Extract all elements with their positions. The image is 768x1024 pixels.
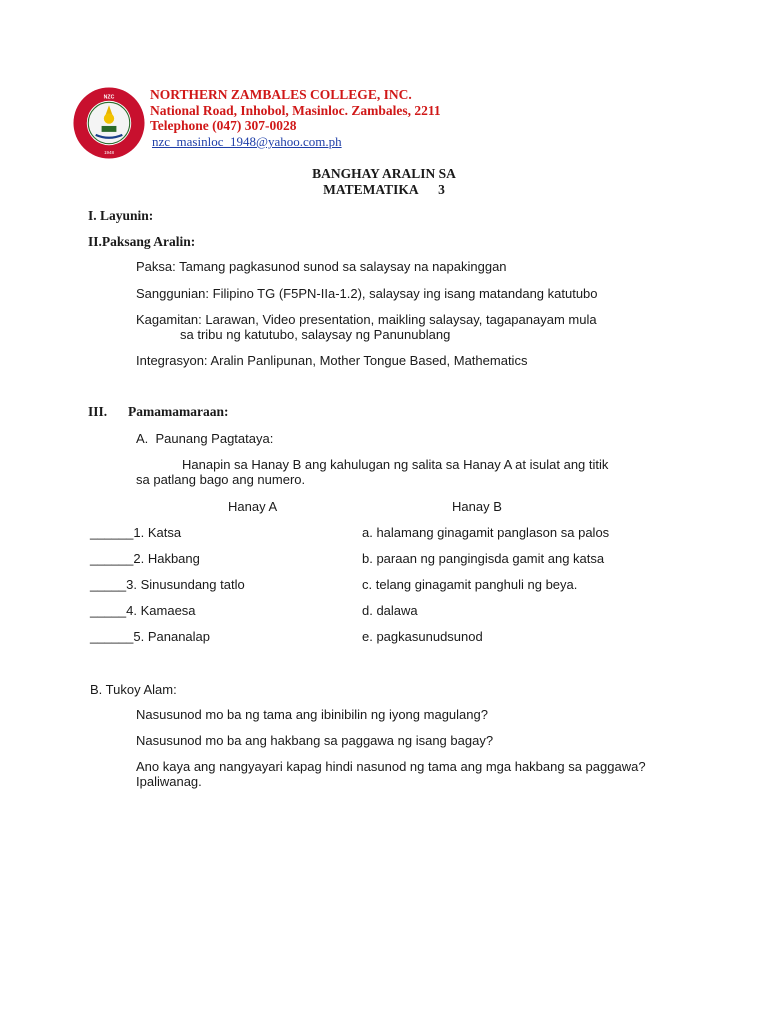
sanggunian-text: Sanggunian: Filipino TG (F5PN-IIa-1.2), salaysay ing isang matandang katutubo: [136, 286, 598, 301]
column-a-header: Hanay A: [228, 499, 278, 514]
school-telephone: Telephone (047) 307-0028: [150, 118, 297, 133]
kagamitan-text-line2: sa tribu ng katutubo, salaysay ng Panunublang: [180, 327, 451, 342]
kagamitan-text-line1: Kagamitan: Larawan, Video presentation, maikling salaysay, tagapanayam mula: [136, 312, 597, 327]
matching-item-b-3: c. telang ginagamit panghuli ng beya.: [362, 577, 578, 592]
tukoy-alam-question-2: Nasusunod mo ba ang hakbang sa paggawa ng isang bagay?: [136, 733, 494, 748]
matching-item-b-1: a. halamang ginagamit panglason sa palos: [362, 525, 610, 540]
instruction-line2: sa patlang bago ang numero.: [136, 472, 306, 487]
school-seal-logo: [72, 86, 146, 160]
section-paksang-aralin-heading: II.Paksang Aralin:: [88, 234, 196, 249]
instruction-line1: Hanapin sa Hanay B ang kahulugan ng salita sa Hanay A at isulat ang titik: [182, 457, 609, 472]
svg-text:1948: 1948: [104, 150, 114, 156]
lesson-plan-title-line2: MATEMATIKA 3: [323, 182, 445, 197]
matching-item-b-4: d. dalawa: [362, 603, 418, 618]
matching-item-a-2: ______2. Hakbang: [90, 551, 200, 566]
tukoy-alam-heading: B. Tukoy Alam:: [90, 682, 177, 697]
school-name: NORTHERN ZAMBALES COLLEGE, INC.: [150, 87, 412, 102]
matching-item-a-3: _____3. Sinusundang tatlo: [90, 577, 245, 592]
school-email-link[interactable]: nzc_masinloc_1948@yahoo.com.ph: [152, 134, 342, 149]
paksa-text: Paksa: Tamang pagkasunod sunod sa salaysay na napakinggan: [136, 259, 507, 274]
school-address: National Road, Inhobol, Masinloc. Zambales, 2211: [150, 103, 441, 118]
svg-text:NZC: NZC: [103, 94, 115, 101]
section-number-iii: III.: [88, 404, 108, 419]
matching-item-b-2: b. paraan ng pangingisda gamit ang katsa: [362, 551, 605, 566]
paunang-pagtataya-heading: A. Paunang Pagtataya:: [136, 431, 274, 446]
matching-item-b-5: e. pagkasunudsunod: [362, 629, 483, 644]
integrasyon-text: Integrasyon: Aralin Panlipunan, Mother Tongue Based, Mathematics: [136, 353, 528, 368]
tukoy-alam-question-3-continuation: Ipaliwanag.: [136, 774, 202, 789]
column-b-header: Hanay B: [452, 499, 502, 514]
lesson-plan-title-line1: BANGHAY ARALIN SA: [312, 166, 456, 181]
section-pamamaraan-heading: Pamamamaraan:: [128, 404, 229, 419]
tukoy-alam-question-1: Nasusunod mo ba ng tama ang ibinibilin ng iyong magulang?: [136, 707, 488, 722]
section-layunin-heading: I. Layunin:: [88, 208, 154, 223]
tukoy-alam-question-3: Ano kaya ang nangyayari kapag hindi nasunod ng tama ang mga hakbang sa paggawa?: [136, 759, 646, 774]
matching-item-a-5: ______5. Pananalap: [90, 629, 211, 644]
matching-item-a-4: _____4. Kamaesa: [90, 603, 196, 618]
matching-item-a-1: ______1. Katsa: [90, 525, 182, 540]
